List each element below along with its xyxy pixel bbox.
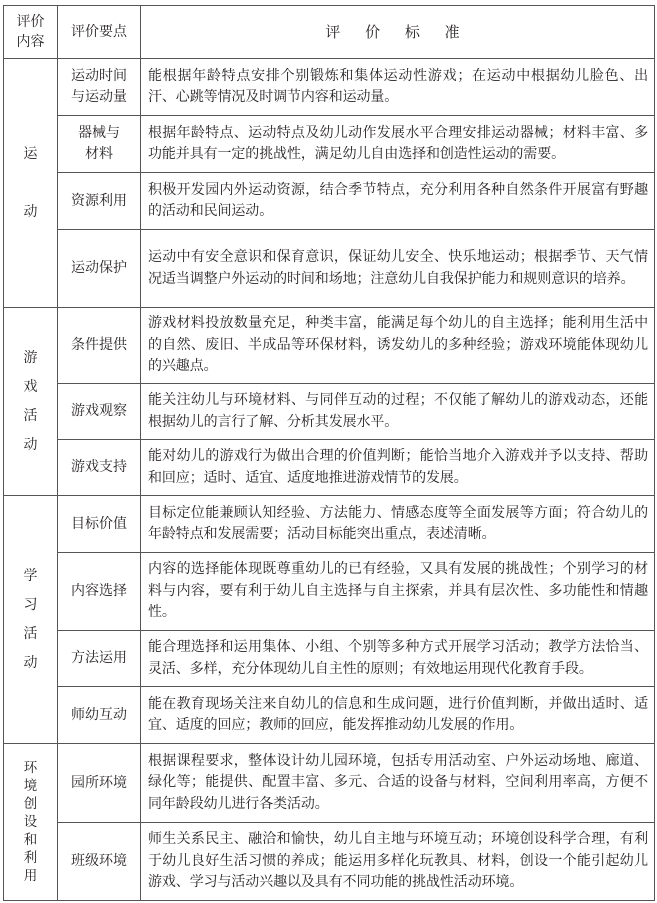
evaluation-standard: 能根据年龄特点安排个别锻炼和集体运动性游戏；在运动中根据幼儿脸色、出汗、心跳等情况及时调节内容和运动量。 — [141, 59, 655, 116]
evaluation-point: 方法运用 — [58, 631, 141, 687]
table-row — [4, 384, 655, 440]
table-row — [4, 744, 655, 823]
evaluation-standard: 游戏材料投放数量充足，种类丰富，能满足每个幼儿的自主选择；能利用生活中的自然、废旧、半成品等环保材料，诱发幼儿的多种经验；游戏环境能体现幼儿的兴趣点。 — [141, 308, 655, 384]
category-game-activity: 游戏活动 — [4, 308, 58, 496]
evaluation-point: 运动保护 — [58, 230, 141, 308]
evaluation-point: 园所环境 — [58, 744, 141, 823]
evaluation-point: 资源利用 — [58, 173, 141, 230]
category-learning-activity: 学习活动 — [4, 496, 58, 744]
evaluation-point: 条件提供 — [58, 308, 141, 384]
table-row — [4, 59, 655, 116]
evaluation-table — [3, 5, 655, 901]
evaluation-point: 目标价值 — [58, 496, 141, 553]
evaluation-standard: 内容的选择能体现既尊重幼儿的已有经验，又具有发展的挑战性；个别学习的材料与内容，要有利于幼儿自主选择与自主探索，并具有层次性、多功能性和情趣性。 — [141, 553, 655, 631]
evaluation-standard: 根据年龄特点、运动特点及幼儿动作发展水平合理安排运动器械；材料丰富、多功能并具有一定的挑战性，满足幼儿自由选择和创造性运动的需要。 — [141, 116, 655, 173]
evaluation-point: 班级环境 — [58, 823, 141, 901]
table-row — [4, 496, 655, 553]
evaluation-point: 内容选择 — [58, 553, 141, 631]
evaluation-point: 师幼互动 — [58, 687, 141, 744]
evaluation-standard: 目标定位能兼顾认知经验、方法能力、情感态度等全面发展等方面；符合幼儿的年龄特点和发展需要；活动目标能突出重点，表述清晰。 — [141, 496, 655, 553]
evaluation-standard: 能关注幼儿与环境材料、与同伴互动的过程；不仅能了解幼儿的游戏动态，还能根据幼儿的言行了解、分析其发展水平。 — [141, 384, 655, 440]
evaluation-point: 运动时间与运动量 — [58, 59, 141, 116]
evaluation-standard: 根据课程要求，整体设计幼儿园环境，包括专用活动室、户外运动场地、廊道、绿化等；能提供、配置丰富、多元、合适的设备与材料，空间利用率高，方便不同年龄段幼儿进行各类活动。 — [141, 744, 655, 823]
evaluation-standard: 能在教育现场关注来自幼儿的信息和生成问题，进行价值判断，并做出适时、适宜、适度的回应；教师的回应，能发挥推动幼儿发展的作用。 — [141, 687, 655, 744]
category-sport: 运动 — [4, 59, 58, 308]
table-row — [4, 553, 655, 631]
table-row — [4, 308, 655, 384]
evaluation-standard: 运动中有安全意识和保育意识，保证幼儿安全、快乐地运动；根据季节、天气情况适当调整户外运动的时间和场地；注意幼儿自我保护能力和规则意识的培养。 — [141, 230, 655, 308]
table-row — [4, 631, 655, 687]
evaluation-point: 游戏观察 — [58, 384, 141, 440]
table-row — [4, 687, 655, 744]
header-evaluation-content: 评价内容 — [4, 6, 58, 59]
table-row — [4, 173, 655, 230]
table-header-row — [4, 6, 655, 59]
evaluation-standard: 积极开发园内外运动资源，结合季节特点，充分利用各种自然条件开展富有野趣的活动和民间运动。 — [141, 173, 655, 230]
evaluation-standard: 师生关系民主、融洽和愉快，幼儿自主地与环境互动；环境创设科学合理，有利于幼儿良好生活习惯的养成；能运用多样化玩教具、材料，创设一个能引起幼儿游戏、学习与活动兴趣以及具有不同功能的挑战性活动环境。 — [141, 823, 655, 901]
evaluation-point: 器械与材料 — [58, 116, 141, 173]
table-row — [4, 823, 655, 901]
evaluation-standard: 能合理选择和运用集体、小组、个别等多种方式开展学习活动；教学方法恰当、灵活、多样，充分体现幼儿自主性的原则；有效地运用现代化教育手段。 — [141, 631, 655, 687]
evaluation-point: 游戏支持 — [58, 440, 141, 496]
table-row — [4, 116, 655, 173]
category-environment: 环境创设和利用 — [4, 744, 58, 901]
table-row — [4, 440, 655, 496]
table-row — [4, 230, 655, 308]
header-evaluation-points: 评价要点 — [58, 6, 141, 59]
evaluation-standard: 能对幼儿的游戏行为做出合理的价值判断；能恰当地介入游戏并予以支持、帮助和回应；适时、适宜、适度地推进游戏情节的发展。 — [141, 440, 655, 496]
header-evaluation-standard: 评 价 标 准 — [141, 6, 655, 59]
